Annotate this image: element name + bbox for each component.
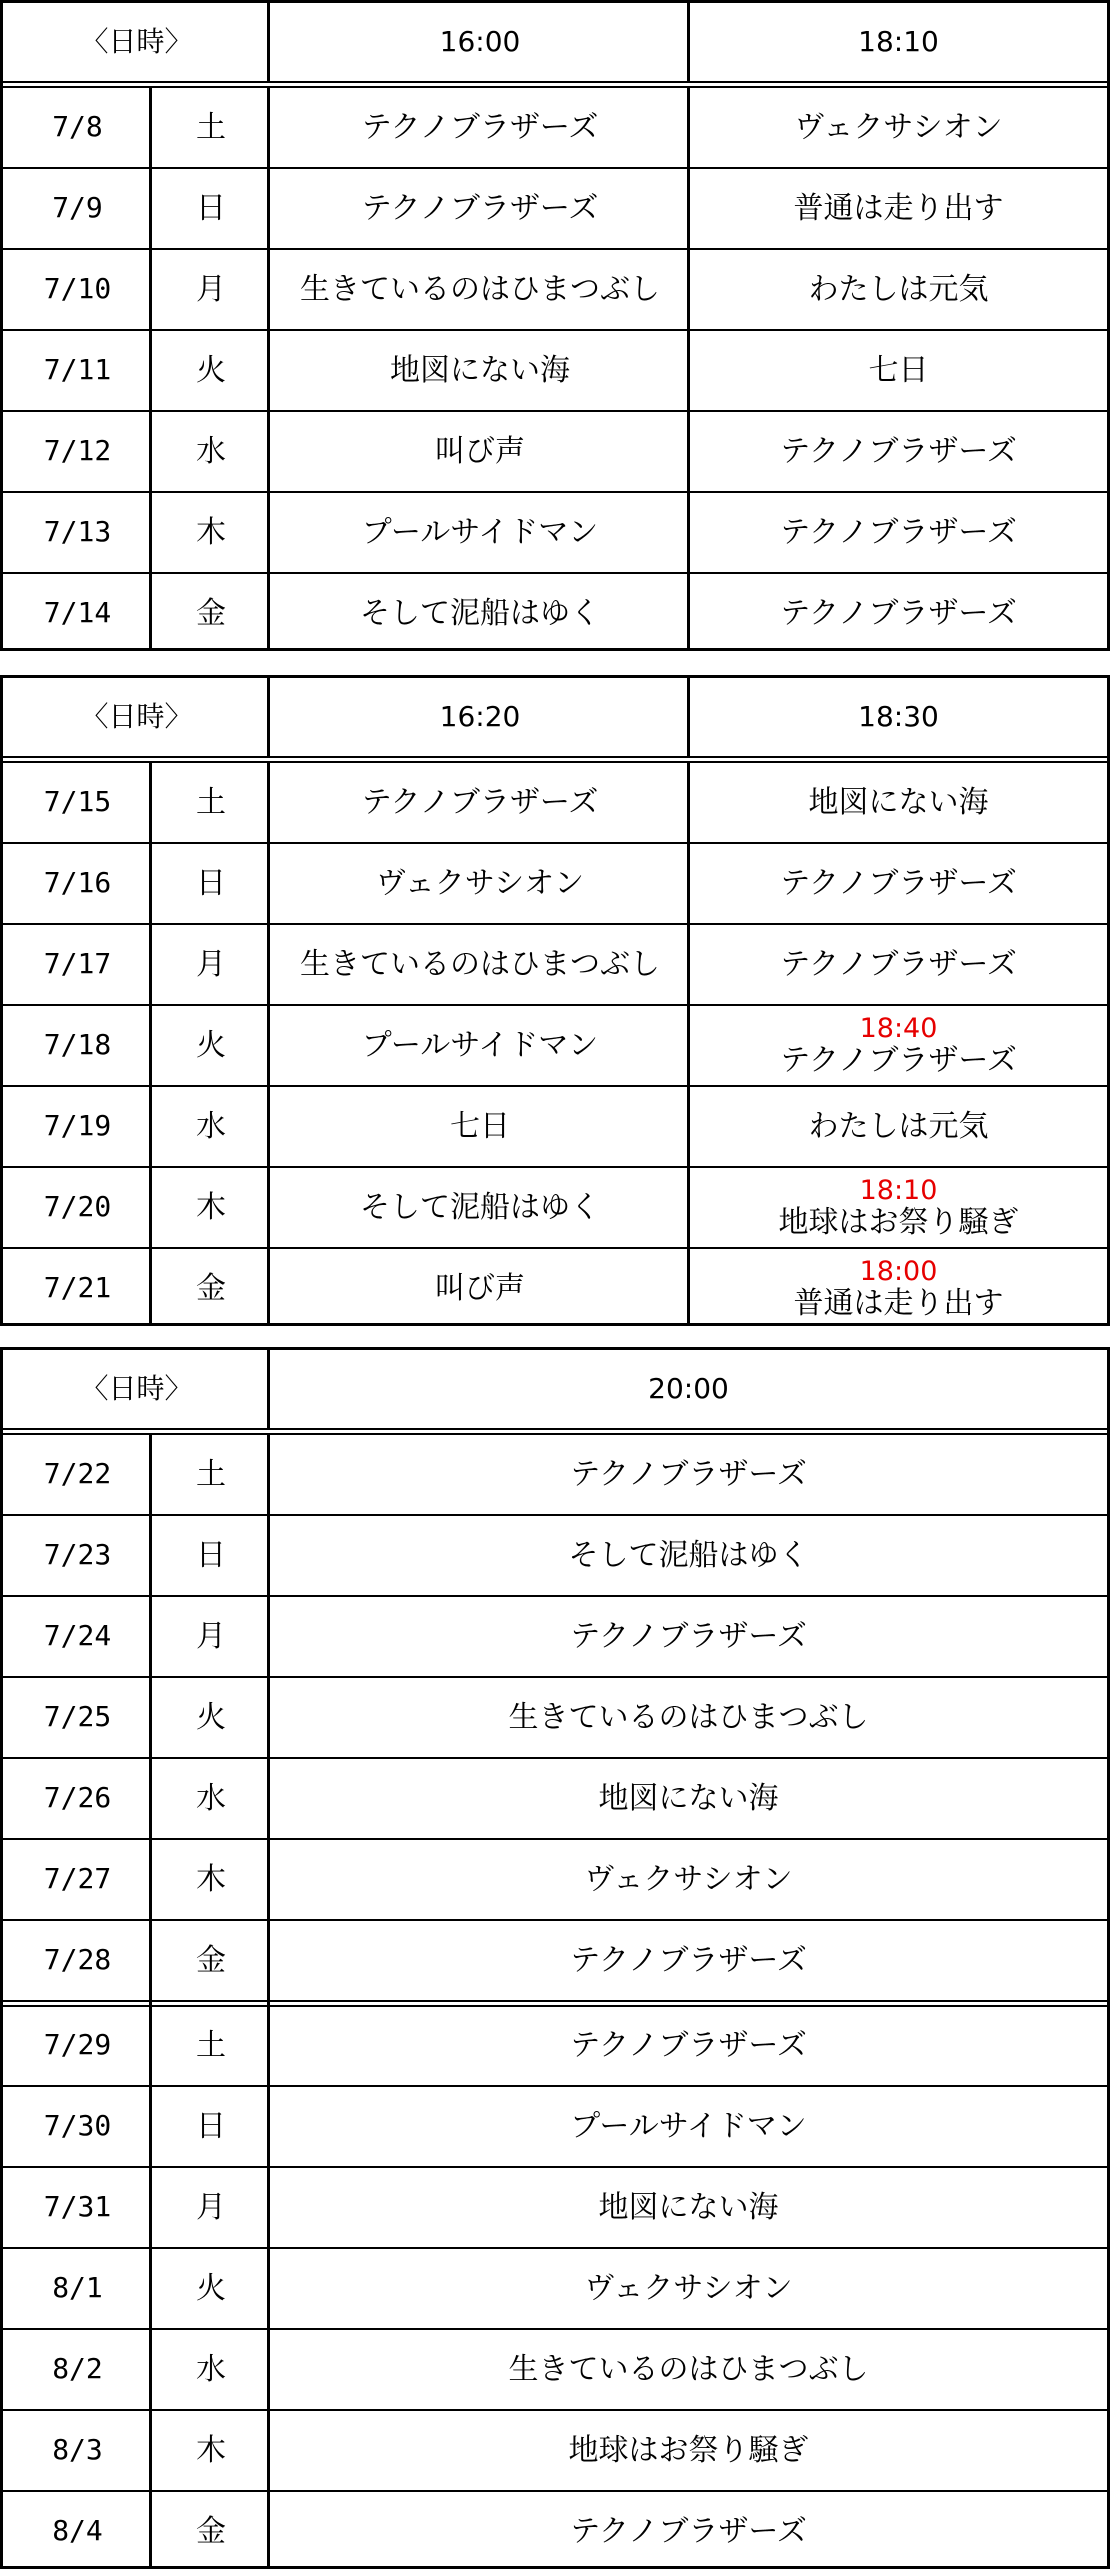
program-cell	[690, 168, 1107, 249]
date-cell: 7/14	[43, 596, 112, 630]
program-cell	[270, 1167, 690, 1248]
weekday-cell: 火	[196, 1700, 226, 1735]
program-cell	[270, 2005, 1107, 2086]
program-title: プールサイドマン	[361, 1028, 599, 1063]
schedule-row	[3, 2086, 1107, 2167]
program-title: テクノブラザーズ	[361, 191, 599, 226]
program-cell	[270, 1758, 1107, 1839]
program-cell	[270, 1677, 1107, 1758]
schedule-row	[3, 1677, 1107, 1758]
program-title: テクノブラザーズ	[780, 515, 1017, 550]
time-change-note: 18:40	[859, 1013, 938, 1045]
date-cell: 7/21	[43, 1271, 112, 1305]
header-row	[3, 3, 1107, 81]
schedule-row	[3, 762, 1107, 843]
schedule-row	[3, 924, 1107, 1005]
program-cell	[270, 1596, 1107, 1677]
column-divider	[687, 678, 690, 756]
program-title: ヴェクサシオン	[375, 866, 585, 901]
date-cell: 8/4	[52, 2514, 103, 2548]
schedule-row	[3, 330, 1107, 411]
program-title: 地図にない海	[390, 353, 570, 388]
date-cell: 7/24	[43, 1619, 112, 1653]
program-title: 地球はお祭り騒ぎ	[568, 2433, 809, 2468]
weekday-cell: 金	[196, 2514, 226, 2549]
schedule-table	[0, 675, 1110, 1326]
date-cell: 7/27	[43, 1862, 112, 1896]
weekday-cell: 火	[196, 1028, 226, 1063]
header-row	[3, 1350, 1107, 1428]
schedule-row	[3, 2005, 1107, 2086]
program-cell	[270, 1005, 690, 1086]
weekday-cell: 木	[196, 2433, 226, 2468]
program-title: そして泥船はゆく	[568, 1538, 809, 1573]
schedule-row	[3, 1758, 1107, 1839]
program-title: 地図にない海	[598, 1781, 779, 1816]
header-row	[3, 678, 1107, 756]
program-cell	[690, 1167, 1107, 1248]
program-title: 生きているのはひまつぶし	[300, 947, 660, 982]
weekday-cell: 月	[196, 272, 226, 307]
weekday-cell: 月	[196, 947, 226, 982]
time-change-note: 18:00	[859, 1256, 938, 1288]
date-cell: 8/1	[52, 2271, 103, 2305]
program-title: 叫び声	[435, 434, 525, 469]
date-cell: 7/25	[43, 1700, 112, 1734]
program-title: 普通は走り出す	[793, 1285, 1004, 1321]
program-cell	[270, 411, 690, 492]
schedule-row	[3, 1515, 1107, 1596]
date-cell: 7/17	[43, 947, 112, 981]
program-title: テクノブラザーズ	[361, 785, 599, 820]
schedule-row	[3, 1434, 1107, 1515]
program-cell	[690, 87, 1107, 168]
program-cell	[270, 249, 690, 330]
schedule-row	[3, 1005, 1107, 1086]
program-title: わたしは元気	[808, 1109, 989, 1144]
program-title: テクノブラザーズ	[570, 1457, 807, 1492]
weekday-cell: 土	[196, 785, 226, 820]
schedule-row	[3, 1920, 1107, 2001]
program-title: わたしは元気	[808, 272, 989, 307]
program-title: そして泥船はゆく	[360, 596, 600, 631]
schedule-table	[0, 0, 1110, 651]
schedule-row	[3, 1086, 1107, 1167]
program-title: そして泥船はゆく	[360, 1190, 600, 1225]
program-cell	[690, 249, 1107, 330]
schedule-row	[3, 1167, 1107, 1248]
program-cell	[270, 1839, 1107, 1920]
program-title: テクノブラザーズ	[780, 434, 1017, 469]
time-slot-header: 16:20	[439, 699, 521, 733]
date-cell: 8/3	[52, 2433, 103, 2467]
program-cell	[270, 924, 690, 1005]
schedule-row	[3, 87, 1107, 168]
date-cell: 7/9	[52, 191, 103, 225]
program-cell	[270, 1248, 690, 1329]
program-title: 生きているのはひまつぶし	[508, 1700, 869, 1735]
weekday-cell: 水	[196, 2352, 226, 2387]
weekday-cell: 木	[196, 1862, 226, 1897]
weekday-cell: 火	[196, 2271, 226, 2306]
date-header-label: 〈日時〉	[80, 24, 193, 58]
schedule-row	[3, 2167, 1107, 2248]
schedule-row	[3, 168, 1107, 249]
program-title: プールサイドマン	[570, 2109, 807, 2144]
program-title: ヴェクサシオン	[794, 110, 1003, 145]
weekday-cell: 日	[196, 866, 226, 901]
date-cell: 7/8	[52, 110, 103, 144]
schedule-row	[3, 1596, 1107, 1677]
program-cell	[690, 330, 1107, 411]
schedule-row	[3, 2248, 1107, 2329]
program-cell	[270, 2086, 1107, 2167]
weekday-cell: 火	[196, 353, 226, 388]
program-title: テクノブラザーズ	[570, 2514, 807, 2549]
program-cell	[690, 924, 1107, 1005]
date-header-label: 〈日時〉	[80, 699, 193, 733]
program-cell	[690, 573, 1107, 654]
program-cell	[270, 87, 690, 168]
program-title: 地図にない海	[808, 785, 989, 820]
weekday-cell: 日	[196, 191, 226, 226]
program-cell	[270, 2329, 1107, 2410]
program-title: テクノブラザーズ	[780, 596, 1017, 631]
column-divider	[267, 3, 270, 81]
program-title: 生きているのはひまつぶし	[300, 272, 660, 307]
program-title: 地球はお祭り騒ぎ	[778, 1204, 1019, 1240]
time-slot-header: 18:10	[858, 24, 939, 58]
program-title: テクノブラザーズ	[780, 1042, 1017, 1078]
date-cell: 7/29	[43, 2028, 112, 2062]
schedule-row	[3, 2329, 1107, 2410]
program-cell	[690, 492, 1107, 573]
program-title: テクノブラザーズ	[780, 866, 1017, 901]
date-cell: 7/22	[43, 1457, 112, 1491]
weekday-cell: 月	[196, 1619, 226, 1654]
program-cell	[690, 1005, 1107, 1086]
weekday-cell: 水	[196, 1781, 226, 1816]
schedule-row	[3, 2410, 1107, 2491]
program-title: ヴェクサシオン	[584, 1862, 793, 1897]
program-title: 生きているのはひまつぶし	[508, 2352, 869, 2387]
weekday-cell: 水	[196, 1109, 226, 1144]
program-cell	[270, 843, 690, 924]
program-title: テクノブラザーズ	[570, 1943, 807, 1978]
date-cell: 7/13	[43, 515, 112, 549]
program-cell	[690, 411, 1107, 492]
program-cell	[270, 330, 690, 411]
weekday-cell: 土	[196, 110, 226, 145]
date-cell: 7/26	[43, 1781, 112, 1815]
weekday-cell: 木	[196, 515, 226, 550]
date-header-label: 〈日時〉	[80, 1371, 193, 1405]
program-cell	[270, 1086, 690, 1167]
time-slot-header: 20:00	[648, 1371, 729, 1405]
program-cell	[270, 2410, 1107, 2491]
column-divider	[687, 3, 690, 81]
date-cell: 7/12	[43, 434, 112, 468]
weekday-cell: 金	[196, 1271, 226, 1306]
schedule-row	[3, 1839, 1107, 1920]
program-title: 七日	[450, 1109, 510, 1144]
date-cell: 7/20	[43, 1190, 112, 1224]
program-cell	[270, 1920, 1107, 2001]
date-cell: 8/2	[52, 2352, 103, 2386]
weekday-cell: 金	[196, 596, 226, 631]
program-title: ヴェクサシオン	[584, 2271, 793, 2306]
column-divider	[267, 1350, 270, 1428]
schedule-row	[3, 1248, 1107, 1329]
date-cell: 7/19	[43, 1109, 112, 1143]
program-title: 七日	[868, 353, 929, 388]
program-title: 地図にない海	[598, 2190, 779, 2225]
program-cell	[690, 1248, 1107, 1329]
column-divider	[267, 678, 270, 756]
weekday-cell: 日	[196, 2109, 226, 2144]
program-title: テクノブラザーズ	[570, 2028, 807, 2063]
program-cell	[270, 2248, 1107, 2329]
date-cell: 7/18	[43, 1028, 112, 1062]
program-cell	[270, 168, 690, 249]
date-cell: 7/30	[43, 2109, 112, 2143]
time-slot-header: 18:30	[858, 699, 939, 733]
schedule-row	[3, 843, 1107, 924]
date-cell: 7/16	[43, 866, 112, 900]
program-title: テクノブラザーズ	[780, 947, 1017, 982]
weekday-cell: 水	[196, 434, 226, 469]
date-cell: 7/10	[43, 272, 112, 306]
time-slot-header: 16:00	[439, 24, 521, 58]
weekday-cell: 土	[196, 2028, 226, 2063]
program-cell	[270, 762, 690, 843]
program-cell	[270, 1434, 1107, 1515]
date-cell: 7/23	[43, 1538, 112, 1572]
program-cell	[270, 573, 690, 654]
weekday-cell: 金	[196, 1943, 226, 1978]
program-cell	[690, 762, 1107, 843]
program-title: プールサイドマン	[361, 515, 599, 550]
date-cell: 7/11	[43, 353, 112, 387]
schedule-row	[3, 573, 1107, 654]
program-title: テクノブラザーズ	[570, 1619, 807, 1654]
program-cell	[690, 1086, 1107, 1167]
program-title: 叫び声	[435, 1271, 525, 1306]
program-cell	[270, 2167, 1107, 2248]
program-cell	[690, 843, 1107, 924]
weekday-cell: 日	[196, 1538, 226, 1573]
schedule-table	[0, 1347, 1110, 2569]
program-cell	[270, 492, 690, 573]
weekday-cell: 木	[196, 1190, 226, 1225]
schedule-row	[3, 249, 1107, 330]
program-title: テクノブラザーズ	[361, 110, 599, 145]
time-change-note: 18:10	[859, 1175, 938, 1207]
schedule-row	[3, 411, 1107, 492]
program-title: 普通は走り出す	[793, 191, 1004, 226]
date-cell: 7/31	[43, 2190, 112, 2224]
schedule-row	[3, 492, 1107, 573]
date-cell: 7/28	[43, 1943, 112, 1977]
program-cell	[270, 1515, 1107, 1596]
weekday-cell: 月	[196, 2190, 226, 2225]
weekday-cell: 土	[196, 1457, 226, 1492]
date-cell: 7/15	[43, 785, 112, 819]
